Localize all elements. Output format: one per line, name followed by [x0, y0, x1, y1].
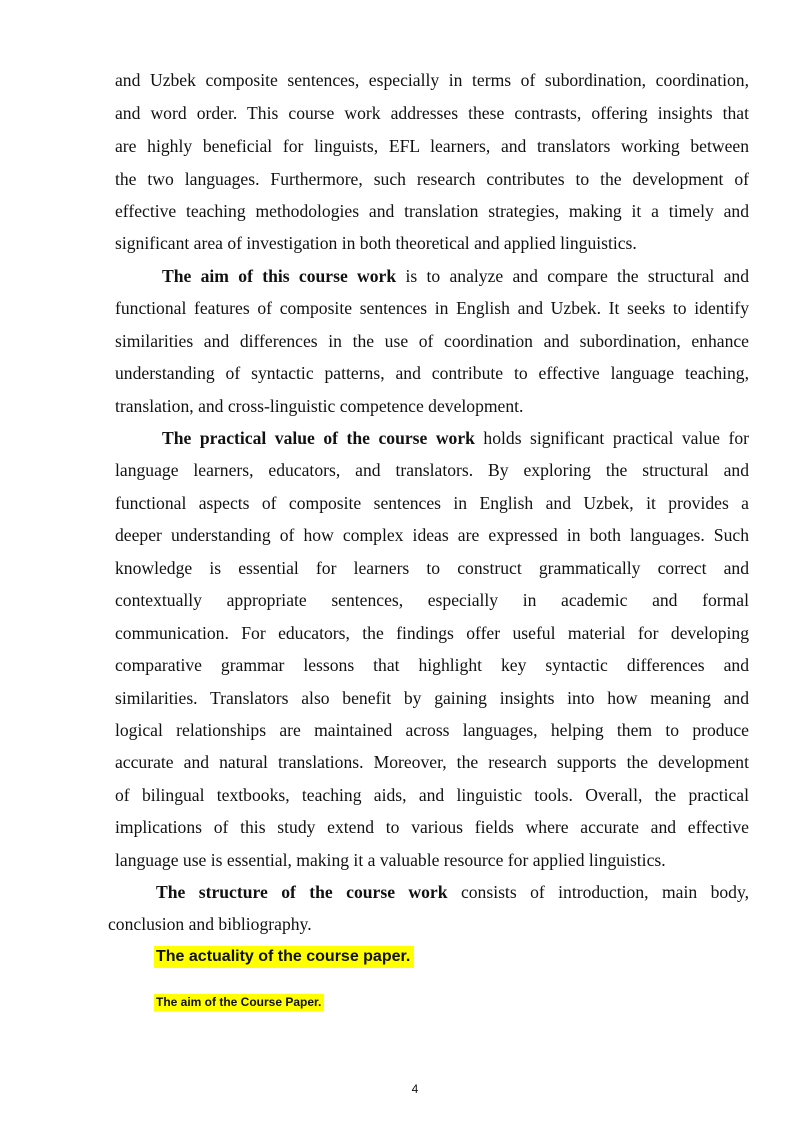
text-line: similarities. Translators also benefit by gaining insights into how meaning and — [115, 688, 749, 708]
text-line: communication. For educators, the findings offer useful material for developing — [115, 623, 749, 643]
text-line: contextually appropriate sentences, especially in academic and formal — [115, 590, 749, 610]
aim-text: is to analyze and compare the structural and — [396, 266, 749, 286]
structure-text: consists of introduction, main body, — [447, 882, 750, 902]
text-line: conclusion and bibliography. — [108, 914, 312, 934]
text-line: language use is essential, making it a valuable resource for applied linguistics. — [115, 850, 666, 870]
aim-heading: The aim of this course work — [162, 266, 397, 286]
structure-heading: The structure of the course work — [156, 882, 448, 902]
text-line: translation, and cross-linguistic competence development. — [115, 396, 524, 416]
text-line: knowledge is essential for learners to construct grammatically correct and — [115, 558, 749, 578]
page-number: 4 — [411, 1082, 419, 1096]
aim-of-paper-heading: The aim of the Course Paper. — [154, 994, 324, 1011]
text-line: similarities and differences in the use of coordination and subordination, enhance — [115, 331, 749, 351]
text-line: language learners, educators, and translators. By exploring the structural and — [115, 460, 749, 480]
actuality-heading: The actuality of the course paper. — [154, 946, 414, 968]
text-line: and Uzbek composite sentences, especially in terms of subordination, coordination, — [115, 70, 749, 90]
text-line: implications of this study extend to various fields where accurate and effective — [115, 817, 749, 837]
practical-first-line — [162, 428, 749, 448]
text-line: are highly beneficial for linguists, EFL learners, and translators working between — [115, 136, 749, 156]
text-line: functional features of composite sentences in English and Uzbek. It seeks to identify — [115, 298, 749, 318]
text-line: deeper understanding of how complex ideas are expressed in both languages. Such — [115, 525, 749, 545]
text-line: understanding of syntactic patterns, and contribute to effective language teaching, — [115, 363, 749, 383]
text-line: and word order. This course work addresses these contrasts, offering insights that — [115, 103, 749, 123]
text-line: comparative grammar lessons that highlight key syntactic differences and — [115, 655, 749, 675]
text-line: accurate and natural translations. Moreover, the research supports the development — [115, 752, 749, 772]
text-line: of bilingual textbooks, teaching aids, and linguistic tools. Overall, the practical — [115, 785, 749, 805]
text-line: significant area of investigation in both theoretical and applied linguistics. — [115, 233, 637, 253]
text-line: logical relationships are maintained across languages, helping them to produce — [115, 720, 749, 740]
text-line: effective teaching methodologies and translation strategies, making it a timely and — [115, 201, 749, 221]
practical-text: holds significant practical value for — [474, 428, 749, 448]
text-line: the two languages. Furthermore, such research contributes to the development of — [115, 169, 749, 189]
practical-heading: The practical value of the course work — [162, 428, 475, 448]
structure-first-line — [156, 882, 749, 902]
aim-first-line — [162, 266, 749, 286]
text-line: functional aspects of composite sentences in English and Uzbek, it provides a — [115, 493, 749, 513]
